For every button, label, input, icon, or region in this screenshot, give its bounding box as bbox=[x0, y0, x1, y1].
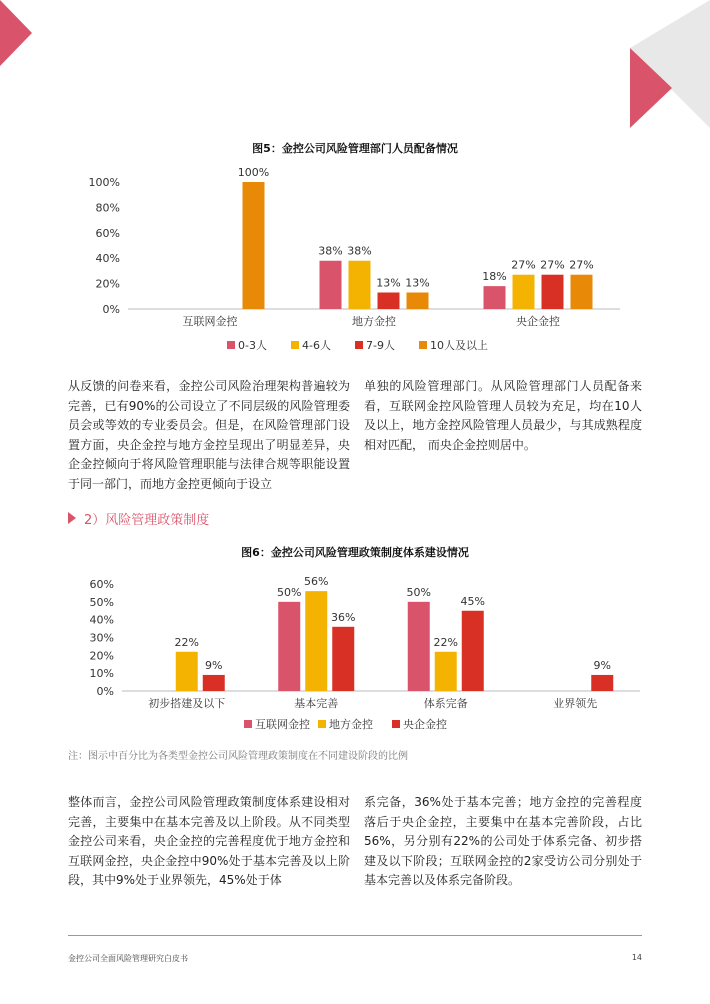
figure5-ytick: 0% bbox=[102, 303, 120, 316]
figure5-legend-label: 7-9人 bbox=[366, 339, 395, 352]
figure5-data-label: 100% bbox=[237, 166, 270, 179]
figure5-bar bbox=[243, 182, 265, 309]
figure5-ytick: 100% bbox=[88, 176, 120, 189]
figure6-bar bbox=[591, 675, 613, 691]
figure6-category-label: 体系完备 bbox=[423, 697, 468, 710]
figure6-bar bbox=[332, 627, 354, 691]
figure6-bar bbox=[408, 602, 430, 691]
section-heading bbox=[68, 508, 209, 528]
figure6-data-label: 50% bbox=[406, 585, 431, 599]
figure6-bar bbox=[176, 652, 198, 691]
figure5-ytick: 80% bbox=[95, 201, 120, 215]
figure6-ytick: 40% bbox=[89, 613, 114, 627]
figure5-ytick: 60% bbox=[95, 226, 120, 240]
figure5-data-label: 38% bbox=[318, 244, 343, 258]
figure5-legend-swatch bbox=[227, 341, 235, 349]
figure6-legend-swatch bbox=[318, 720, 326, 728]
section-heading-text: 2）风险管理政策制度 bbox=[84, 512, 210, 528]
paragraph-2-right: 系完备，36%处于基本完善；地方金控的完善程度落后于央企金控，主要集中在基本完善阶段，占比56%，另分别有22%的公司处于体系完备、初步搭建及以下阶段；互联网金控的2家受访公司分别处于基本完善以及体系完备阶段。 bbox=[364, 795, 642, 887]
figure5-bar bbox=[571, 275, 593, 309]
figure6-data-label: 22% bbox=[433, 635, 458, 649]
figure6-ytick: 0% bbox=[96, 685, 114, 698]
figure5-legend-label: 4-6人 bbox=[302, 339, 331, 352]
figure5-data-label: 13% bbox=[405, 276, 430, 290]
figure5-legend-label: 0-3人 bbox=[238, 339, 267, 352]
figure5-chart bbox=[0, 0, 710, 370]
figure6-ytick: 50% bbox=[89, 595, 114, 609]
figure6-category-label: 初步搭建及以下 bbox=[148, 697, 226, 710]
figure6-bar bbox=[203, 675, 225, 691]
figure6-chart bbox=[0, 560, 710, 740]
figure5-ytick: 20% bbox=[95, 277, 120, 291]
figure6-legend-swatch bbox=[244, 720, 252, 728]
figure5-bar bbox=[513, 275, 535, 309]
figure6-bar bbox=[435, 652, 457, 691]
figure5-legend-swatch bbox=[419, 341, 427, 349]
figure5-data-label: 18% bbox=[482, 270, 507, 284]
paragraph-2-left: 整体而言，金控公司风险管理政策制度体系建设相对完善，主要集中在基本完善及以上阶段。从不同类型金控公司来看，央企金控的完善程度优于地方金控和互联网金控，央企金控中90%处于基本完善及以上阶段，其中9%处于业界领先，45%处于体 bbox=[68, 795, 350, 887]
figure5-data-label: 13% bbox=[376, 276, 401, 290]
figure6-category-label: 业界领先 bbox=[553, 697, 598, 710]
figure6-ytick: 60% bbox=[89, 578, 114, 591]
figure5-bar bbox=[542, 275, 564, 309]
figure6-data-label: 56% bbox=[304, 575, 329, 589]
figure6-data-label: 45% bbox=[460, 594, 485, 608]
footer-divider bbox=[68, 935, 642, 936]
section-arrow-icon bbox=[68, 512, 76, 524]
figure6-ytick: 20% bbox=[89, 649, 114, 663]
figure6-title: 图6：金控公司风险管理政策制度体系建设情况 bbox=[241, 546, 469, 559]
figure5-legend-label: 10人及以上 bbox=[430, 339, 488, 352]
figure5-bar bbox=[484, 286, 506, 309]
figure5-data-label: 27% bbox=[511, 258, 536, 272]
figure5-data-label: 27% bbox=[569, 258, 594, 272]
figure5-legend-swatch bbox=[291, 341, 299, 349]
figure5-title: 图5：金控公司风险管理部门人员配备情况 bbox=[252, 142, 458, 155]
figure5-data-label: 38% bbox=[347, 244, 372, 258]
figure6-data-label: 9% bbox=[205, 658, 223, 672]
figure6-category-label: 基本完善 bbox=[294, 697, 339, 710]
figure6-data-label: 50% bbox=[277, 585, 302, 599]
figure6-legend-swatch bbox=[392, 720, 400, 728]
figure6-legend-label: 地方金控 bbox=[329, 718, 373, 731]
footer-title: 金控公司全面风险管理研究白皮书 bbox=[68, 954, 188, 963]
figure6-legend-label: 互联网金控 bbox=[255, 718, 310, 731]
figure6-bar bbox=[462, 611, 484, 691]
figure6-data-label: 22% bbox=[174, 635, 199, 649]
figure6-legend-label: 央企金控 bbox=[403, 718, 447, 731]
figure5-data-label: 27% bbox=[540, 258, 565, 272]
figure5-legend-swatch bbox=[355, 341, 363, 349]
figure6-bar bbox=[278, 602, 300, 691]
paragraph-1-left: 从反馈的问卷来看，金控公司风险治理架构普遍较为完善，已有90%的公司设立了不同层级的风险管理委员会或等效的专业委员会。但是，在风险管理部门设置方面，央企金控与地方金控呈现出了明显差异，央企金控倾向于将风险管理职能与法律合规等职能设置于同一部门，而地方金控更倾向于设立 bbox=[68, 379, 350, 491]
figure5-bar bbox=[407, 292, 429, 309]
figure6-data-label: 36% bbox=[331, 610, 356, 624]
figure5-bar bbox=[349, 261, 371, 309]
figure5-category-label: 互联网金控 bbox=[182, 315, 238, 328]
page-number: 14 bbox=[631, 953, 642, 962]
figure6-ytick: 30% bbox=[89, 631, 114, 645]
figure5-category-label: 央企金控 bbox=[516, 315, 560, 328]
figure5-bar bbox=[320, 261, 342, 309]
figure6-ytick: 10% bbox=[89, 667, 114, 681]
figure5-ytick: 40% bbox=[95, 252, 120, 266]
figure6-bar bbox=[305, 591, 327, 691]
figure-note: 注：图示中百分比为各类型金控公司风险管理政策制度在不同建设阶段的比例 bbox=[68, 751, 408, 762]
figure5-bar bbox=[378, 292, 400, 309]
figure6-data-label: 9% bbox=[593, 658, 611, 672]
paragraph-1-right: 单独的风险管理部门。从风险管理部门人员配备来看，互联网金控风险管理人员较为充足，均在10人及以上，地方金控风险管理人员最少，与其成熟程度相对匹配， 而央企金控则居中。 bbox=[364, 379, 642, 452]
figure5-category-label: 地方金控 bbox=[352, 315, 396, 328]
